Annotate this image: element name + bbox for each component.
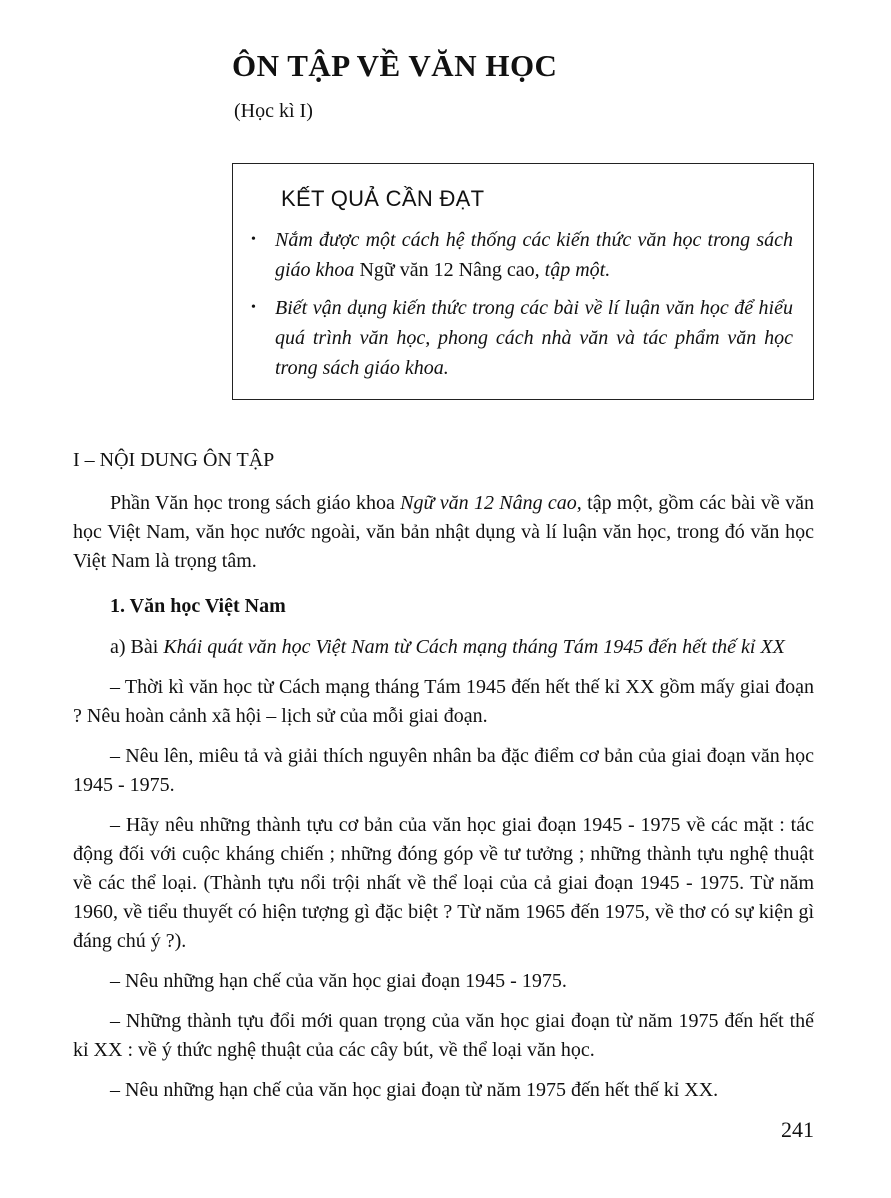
objective-item bbox=[251, 225, 793, 285]
bullet-icon: • bbox=[251, 300, 256, 315]
intro-text: Phần Văn học trong sách giáo khoa bbox=[110, 492, 401, 514]
lesson-title: Khái quát văn học Việt Nam từ Cách mạng tháng Tám 1945 đến hết thế kỉ XX bbox=[163, 636, 785, 658]
main-content bbox=[73, 446, 814, 1105]
objectives-heading: KẾT QUẢ CẦN ĐẠT bbox=[281, 186, 485, 211]
intro-paragraph bbox=[73, 489, 814, 576]
page-number: 241 bbox=[781, 1117, 814, 1142]
book-title: Ngữ văn 12 Nâng cao, bbox=[400, 492, 582, 514]
question-paragraph: – Nêu lên, miêu tả và giải thích nguyên nhân ba đặc điểm cơ bản của giai đoạn văn học 1945 - 1975. bbox=[73, 745, 814, 796]
intro-text-end: tập một, gồm các bài về văn học Việt Nam, văn học nước ngoài, văn bản nhật dụng và lí luận văn học, trong đó văn học Việt Nam là trọng tâm. bbox=[73, 492, 815, 572]
page-subtitle: (Học kì I) bbox=[234, 100, 313, 122]
section-heading: I – NỘI DUNG ÔN TẬP bbox=[73, 449, 275, 471]
question-paragraph: – Nêu những hạn chế của văn học giai đoạn từ năm 1975 đến hết thế kỉ XX. bbox=[110, 1079, 719, 1101]
page-title: ÔN TẬP VỀ VĂN HỌC bbox=[232, 48, 558, 83]
objective-text: Biết vận dụng kiến thức trong các bài về lí luận văn học để hiểu quá trình văn học, phong cách nhà văn và tác phẩm văn học trong sách giáo khoa. bbox=[275, 297, 793, 379]
question-paragraph: – Thời kì văn học từ Cách mạng tháng Tám 1945 đến hết thế kỉ XX gồm mấy giai đoạn ? Nêu hoàn cảnh xã hội – lịch sử của mỗi giai đoạn. bbox=[73, 676, 814, 727]
question-paragraph: – Nêu những hạn chế của văn học giai đoạn 1945 - 1975. bbox=[110, 970, 567, 992]
lesson-title-paragraph bbox=[73, 633, 814, 662]
objective-item bbox=[251, 293, 793, 383]
book-title: Ngữ văn 12 Nâng cao bbox=[354, 259, 535, 281]
question-paragraph: – Những thành tựu đổi mới quan trọng của văn học giai đoạn từ năm 1975 đến hết thế kỉ XX : về ý thức nghệ thuật của các cây bút, về thể loại văn học. bbox=[73, 1010, 814, 1061]
subsection-heading: 1. Văn học Việt Nam bbox=[110, 595, 286, 617]
objective-text: Nắm được một cách hệ thống các kiến thức văn học trong sách giáo khoa bbox=[275, 229, 793, 281]
question-paragraph: – Hãy nêu những thành tựu cơ bản của văn học giai đoạn 1945 - 1975 về các mặt : tác động đối với cuộc kháng chiến ; những đóng góp về tư tưởng ; những thành tựu nghệ thuật về các thể loại. (Thành tựu nổi trội nhất về thể loại của cả giai đoạn 1945 - 1975. Từ năm 1960, về tiểu thuyết có hiện tượng gì đặc biệt ? Từ năm 1965 đến 1975, về thơ có sự kiện gì đáng chú ý ?). bbox=[73, 814, 814, 952]
lesson-prefix: a) Bài bbox=[110, 636, 164, 658]
objective-text-end: , tập một. bbox=[534, 259, 611, 281]
bullet-icon: • bbox=[251, 232, 256, 247]
objectives-box bbox=[232, 163, 814, 400]
